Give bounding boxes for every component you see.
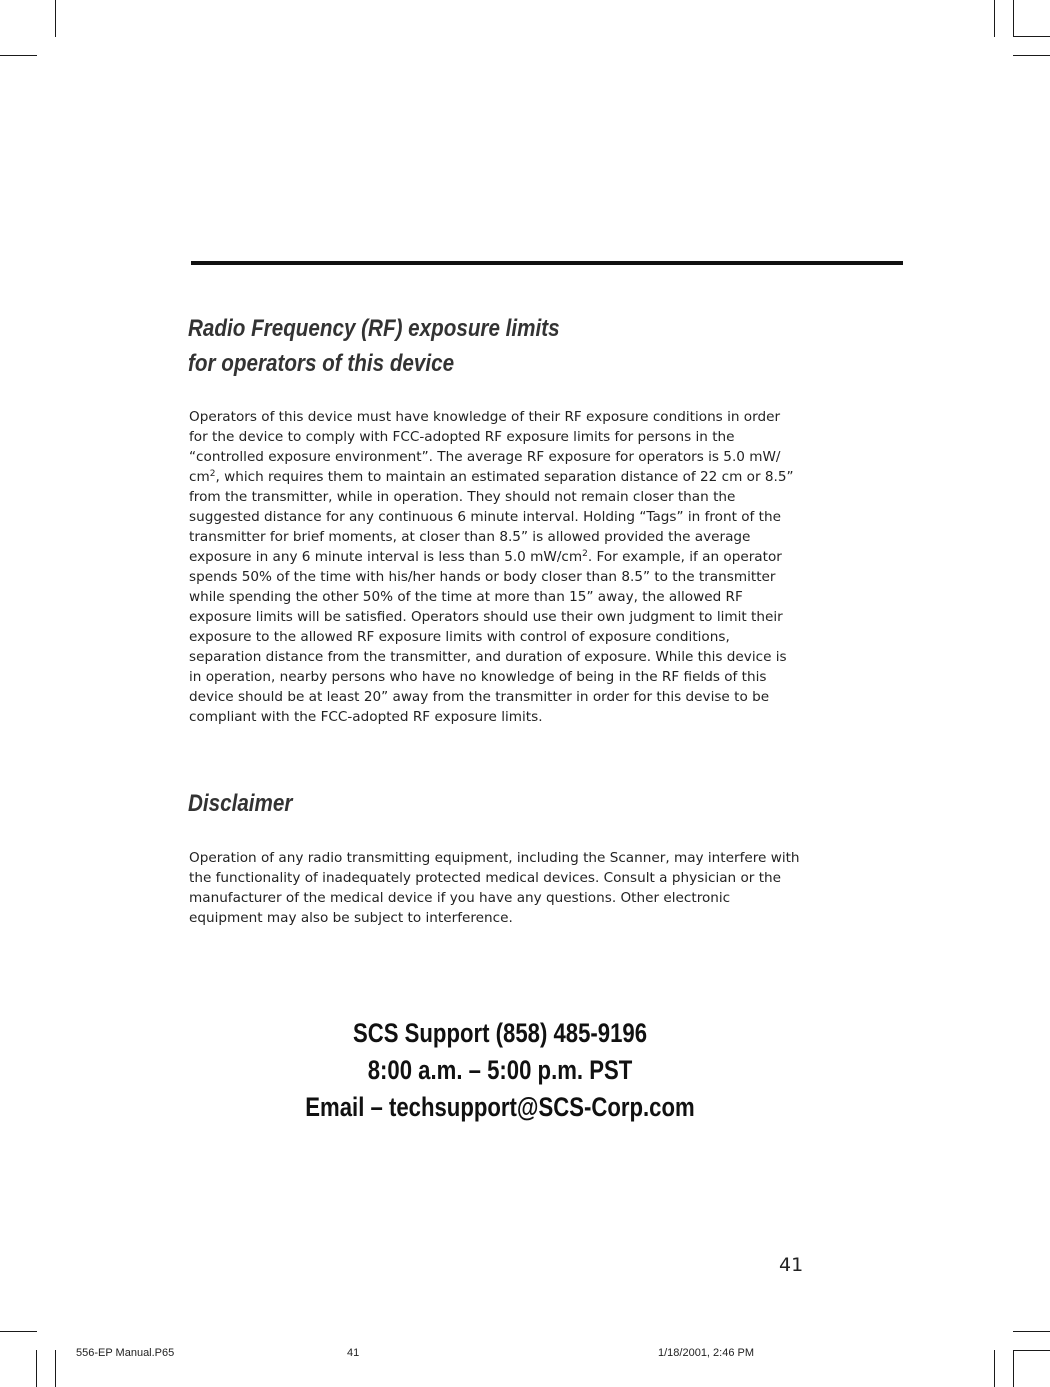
- crop-mark: [994, 0, 995, 37]
- crop-mark: [994, 1350, 995, 1387]
- disclaimer-body-line: manufacturer of the medical device if you have any questions. Other electronic: [189, 890, 731, 906]
- page-number: 41: [779, 1254, 804, 1276]
- footer-page: 41: [347, 1347, 360, 1359]
- rf-body-line: suggested distance for any continuous 6 minute interval. Holding “Tags” in front of the: [189, 509, 781, 525]
- crop-mark: [36, 1350, 37, 1387]
- disclaimer-body-line: equipment may also be subject to interference.: [189, 910, 513, 926]
- disclaimer-heading: Disclaimer: [188, 790, 293, 817]
- rf-body-line-text: exposure in any 6 minute interval is less than 5.0 mW/cm: [189, 549, 583, 565]
- support-email: Email – techsupport@SCS-Corp.com: [305, 1092, 695, 1122]
- section-rule: [191, 261, 903, 265]
- rf-heading: [188, 311, 560, 381]
- rf-body-line: separation distance from the transmitter, and duration of exposure. While this device is: [189, 649, 787, 665]
- rf-body-text: [189, 407, 811, 727]
- rf-body-line: transmitter for brief moments, at closer than 8.5” is allowed provided the average: [189, 529, 751, 545]
- crop-mark: [0, 55, 37, 56]
- crop-mark: [1013, 1350, 1050, 1351]
- footer-filename: 556-EP Manual.P65: [76, 1347, 175, 1359]
- crop-mark: [0, 1331, 37, 1332]
- rf-heading-line2: for operators of this device: [188, 350, 455, 377]
- crop-mark: [1013, 0, 1014, 37]
- crop-mark: [55, 1350, 56, 1387]
- superscript: 2: [209, 469, 216, 479]
- rf-heading-line1: Radio Frequency (RF) exposure limits: [188, 315, 560, 342]
- disclaimer-body-text: [189, 848, 811, 928]
- support-phone: SCS Support (858) 485-9196: [352, 1018, 648, 1048]
- support-hours: 8:00 a.m. – 5:00 p.m. PST: [367, 1055, 633, 1085]
- superscript: 2: [582, 549, 588, 559]
- crop-mark: [1013, 1350, 1014, 1387]
- crop-mark: [55, 0, 56, 37]
- disclaimer-body-line: Operation of any radio transmitting equipment, including the Scanner, may interfere with: [189, 850, 800, 866]
- rf-body-line: [189, 467, 811, 487]
- rf-body-line-text: . For example, if an operator: [587, 549, 782, 565]
- rf-body-line-text: , which requires them to maintain an estimated separation distance of 22 cm or 8.5”: [215, 469, 794, 485]
- crop-mark: [1013, 1331, 1050, 1332]
- rf-body-line: while spending the other 50% of the time at more than 15” away, the allowed RF: [189, 589, 743, 605]
- crop-mark: [1013, 36, 1050, 37]
- rf-body-line: exposure to the allowed RF exposure limits with control of exposure conditions,: [189, 629, 730, 645]
- footer-timestamp: 1/18/2001, 2:46 PM: [658, 1347, 755, 1359]
- support-contact: [190, 1015, 810, 1126]
- rf-body-line: from the transmitter, while in operation. They should not remain closer than the: [189, 489, 736, 505]
- rf-body-line: exposure limits will be satisfied. Operators should use their own judgment to limit their: [189, 609, 783, 625]
- rf-body-line: Operators of this device must have knowledge of their RF exposure conditions in order: [189, 409, 781, 425]
- rf-body-line: spends 50% of the time with his/her hands or body closer than 8.5” to the transmitter: [189, 569, 776, 585]
- rf-body-line: device should be at least 20” away from the transmitter in order for this devise to be: [189, 689, 770, 705]
- rf-body-line: for the device to comply with FCC-adopted RF exposure limits for persons in the: [189, 429, 735, 445]
- rf-body-line: compliant with the FCC-adopted RF exposure limits.: [189, 709, 543, 725]
- disclaimer-body-line: the functionality of inadequately protected medical devices. Consult a physician or the: [189, 870, 782, 886]
- rf-body-line: “controlled exposure environment”. The average RF exposure for operators is 5.0 mW/: [189, 449, 781, 465]
- rf-body-line: in operation, nearby persons who have no knowledge of being in the RF fields of this: [189, 669, 767, 685]
- rf-body-line-text: cm: [189, 469, 210, 485]
- crop-mark: [1013, 55, 1050, 56]
- rf-body-line: [189, 547, 811, 567]
